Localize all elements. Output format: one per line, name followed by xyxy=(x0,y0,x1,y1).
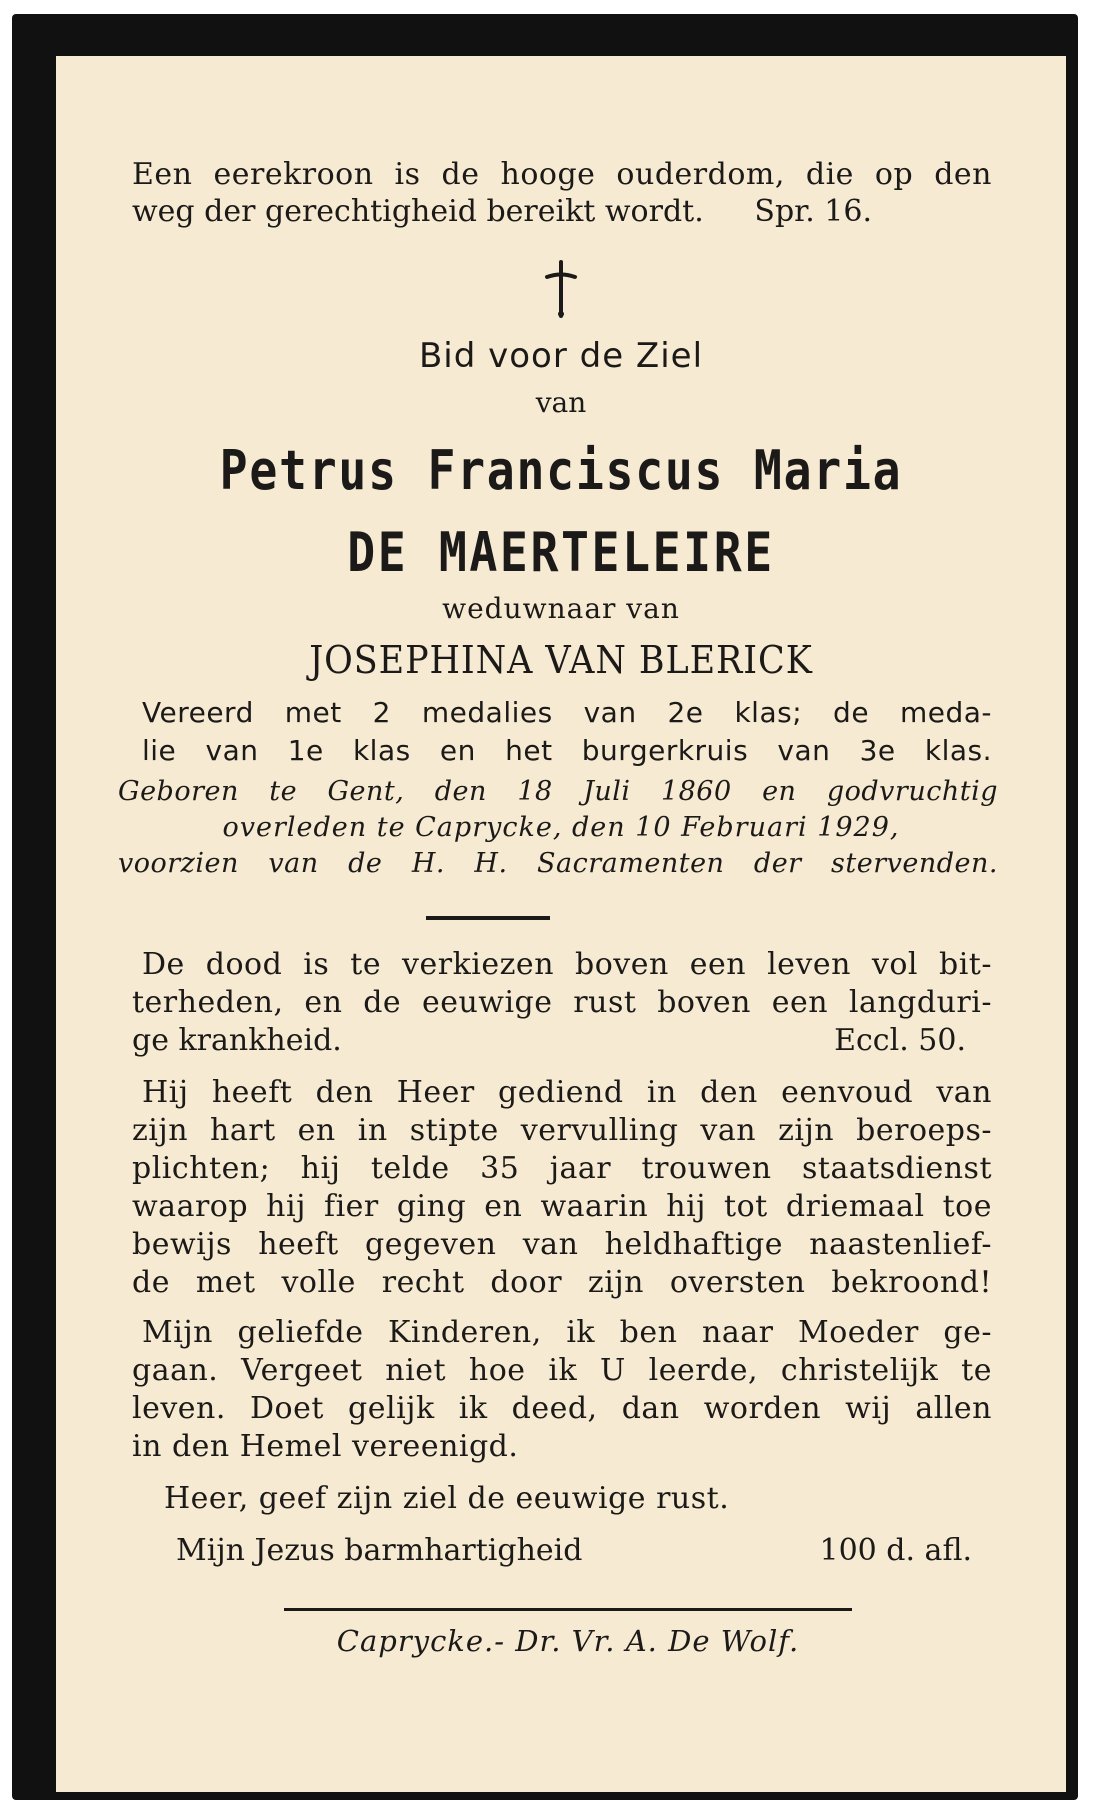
epigraph-line-1: Een eerekroon is de hooge ouderdom, die op den xyxy=(132,157,992,192)
tribute-line-5: bewijs heeft gegeven van heldhaftige naastenlief- xyxy=(132,1227,992,1262)
printer-imprint: Caprycke.- Dr. Vr. A. De Wolf. xyxy=(336,1624,800,1658)
printer-rule xyxy=(284,1608,852,1611)
quote-line-1: De dood is te verkiezen boven een leven vol bit- xyxy=(142,947,992,982)
cross-icon xyxy=(544,260,578,318)
prayer-van: van xyxy=(535,386,587,419)
prayer-heading: Bid voor de Ziel xyxy=(418,336,704,376)
message-line-3: leven. Doet gelijk ik deed, dan worden wij allen xyxy=(132,1391,992,1426)
quote-text: ge krankheid. xyxy=(132,1023,342,1058)
epigraph-line-2 xyxy=(132,193,872,231)
tribute-line-6: de met volle recht door zijn oversten bekroond! xyxy=(132,1265,992,1300)
closing-indulgence xyxy=(176,1532,972,1570)
message-line-4: in den Hemel vereenigd. xyxy=(132,1429,519,1464)
relation-text: weduwnaar van xyxy=(442,592,680,625)
tribute-line-3: plichten; hij telde 35 jaar trouwen staatsdienst xyxy=(132,1151,992,1186)
section-divider xyxy=(426,916,550,920)
honours-line-1: Vereerd met 2 medalies van 2e klas; de meda- xyxy=(142,696,992,729)
message-line-2: gaan. Vergeet niet hoe ik U leerde, christelijk te xyxy=(132,1353,992,1388)
closing-rest: Heer, geef zijn ziel de eeuwige rust. xyxy=(164,1481,730,1516)
epigraph-reference: Spr. 16. xyxy=(754,194,872,229)
indulgence-text: Mijn Jezus barmhartigheid xyxy=(176,1533,583,1568)
birth-death-line-3: voorzien van de H. H. Sacramenten der stervenden. xyxy=(118,848,998,879)
honours-line-2: lie van 1e klas en het burgerkruis van 3e klas. xyxy=(142,734,992,767)
card-paper xyxy=(56,56,1066,1792)
tribute-line-1: Hij heeft den Heer gediend in den eenvoud van xyxy=(142,1075,992,1110)
quote-line-2: terheden, en de eeuwige rust boven een langduri- xyxy=(132,985,992,1020)
tribute-line-2: zijn hart en in stipte vervulling van zijn beroeps- xyxy=(132,1113,992,1148)
quote-line-3 xyxy=(132,1022,966,1060)
birth-death-line-1: Geboren te Gent, den 18 Juli 1860 en godvruchtig xyxy=(118,776,998,807)
indulgence-reference: 100 d. afl. xyxy=(819,1533,972,1568)
epigraph-text: weg der gerechtigheid bereikt wordt. xyxy=(132,194,704,229)
deceased-given-names: Petrus Franciscus Maria xyxy=(219,439,903,502)
deceased-surname: DE MAERTELEIRE xyxy=(347,521,775,584)
spouse-name: JOSEPHINA VAN BLERICK xyxy=(309,638,813,682)
quote-reference: Eccl. 50. xyxy=(834,1023,966,1058)
tribute-line-4: waarop hij fier ging en waarin hij tot driemaal toe xyxy=(132,1189,992,1224)
message-line-1: Mijn geliefde Kinderen, ik ben naar Moeder ge- xyxy=(142,1315,992,1350)
birth-death-line-2: overleden te Caprycke, den 10 Februari 1929, xyxy=(222,812,900,843)
memorial-card xyxy=(12,14,1078,1800)
